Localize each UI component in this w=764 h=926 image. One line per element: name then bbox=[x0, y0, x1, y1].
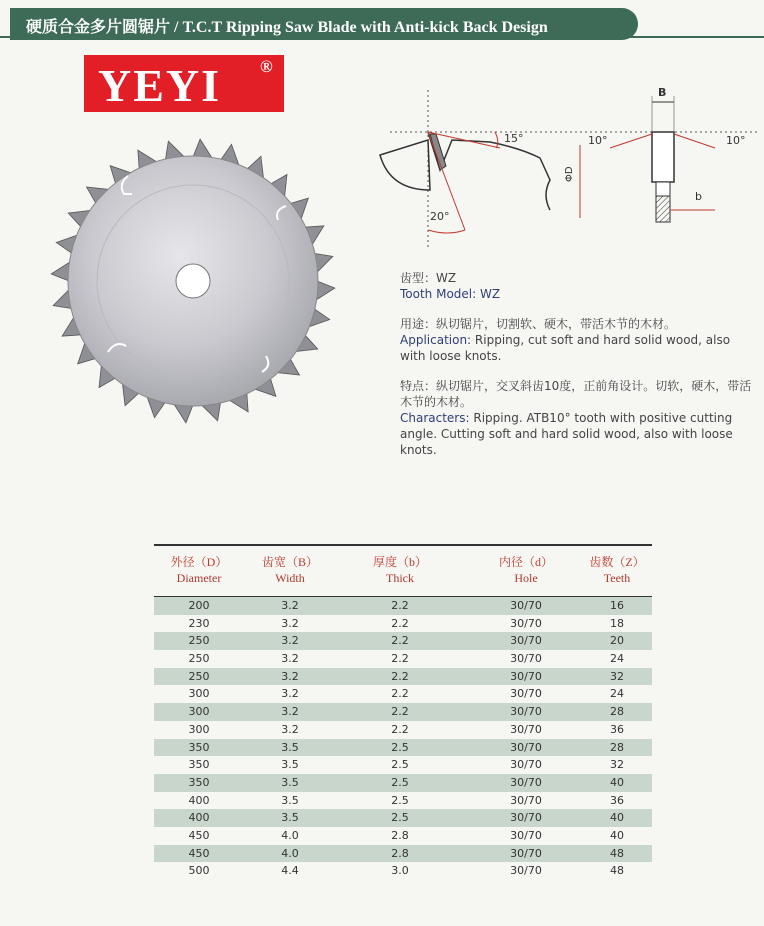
table-cell: 300 bbox=[188, 722, 210, 736]
table-row bbox=[154, 721, 652, 739]
table-cell: 2.8 bbox=[391, 828, 409, 842]
table-cell: 250 bbox=[188, 669, 210, 683]
table-cell: 40 bbox=[610, 828, 624, 842]
table-cell: 400 bbox=[188, 793, 210, 807]
table-cell: 30/70 bbox=[510, 669, 542, 683]
table-cell: 2.2 bbox=[391, 599, 409, 612]
table-cell: 2.5 bbox=[391, 740, 409, 754]
table-cell: 3.5 bbox=[281, 811, 299, 825]
logo-text: YEYI bbox=[98, 60, 222, 111]
saw-blade-image bbox=[48, 136, 338, 426]
table-cell: 16 bbox=[610, 599, 624, 612]
table-cell: 350 bbox=[188, 740, 210, 754]
table-cell: 3.2 bbox=[281, 705, 299, 719]
table-cell: 2.2 bbox=[391, 722, 409, 736]
tooth-geometry-diagram bbox=[370, 70, 760, 270]
table-cell: 30/70 bbox=[510, 864, 542, 878]
table-cell: 250 bbox=[188, 634, 210, 648]
table-cell: 30/70 bbox=[510, 793, 542, 807]
characters-label: Characters: bbox=[400, 411, 470, 425]
table-cell: 3.2 bbox=[281, 616, 299, 630]
thick-b-label: b bbox=[695, 190, 702, 203]
header-width: 齿宽（B） Width bbox=[261, 555, 318, 585]
table-cell: 3.2 bbox=[281, 652, 299, 666]
table-row bbox=[154, 597, 652, 615]
table-cell: 32 bbox=[610, 758, 624, 772]
table-cell: 2.2 bbox=[391, 705, 409, 719]
application-text: Ripping, cut soft and hard solid wood, also with loose knots. bbox=[400, 333, 731, 363]
application-cn: 用途：纵切锯片，切割软、硬木，带活木节的木材。 bbox=[400, 317, 677, 331]
table-cell: 3.2 bbox=[281, 669, 299, 683]
table-cell: 3.2 bbox=[281, 634, 299, 648]
table-cell: 30/70 bbox=[510, 846, 542, 860]
table-cell: 30/70 bbox=[510, 634, 542, 648]
table-cell: 32 bbox=[610, 669, 624, 683]
table-cell: 2.5 bbox=[391, 793, 409, 807]
table-cell: 300 bbox=[188, 705, 210, 719]
table-row bbox=[154, 739, 652, 757]
table-cell: 30/70 bbox=[510, 599, 542, 612]
table-cell: 350 bbox=[188, 775, 210, 789]
header-teeth: 齿数（Z） Teeth bbox=[589, 555, 645, 585]
spec-table bbox=[154, 544, 652, 880]
table-row bbox=[154, 792, 652, 810]
spec-table-header bbox=[154, 544, 652, 597]
width-b-label: B bbox=[658, 86, 667, 99]
table-row bbox=[154, 774, 652, 792]
table-row bbox=[154, 827, 652, 845]
table-cell: 2.2 bbox=[391, 669, 409, 683]
table-cell: 4.0 bbox=[281, 828, 299, 842]
table-row bbox=[154, 650, 652, 668]
characters-text: Ripping. ATB10° tooth with positive cutting angle. Cutting soft and hard solid wood, also with loose knots. bbox=[400, 411, 733, 457]
diameter-label: ΦD bbox=[564, 166, 575, 182]
table-cell: 20 bbox=[610, 634, 624, 648]
table-cell: 40 bbox=[610, 775, 624, 789]
application-label: Application: bbox=[400, 333, 472, 347]
table-row bbox=[154, 615, 652, 633]
table-cell: 3.5 bbox=[281, 740, 299, 754]
table-row bbox=[154, 862, 652, 880]
header-diameter: 外径（D） Diameter bbox=[170, 555, 228, 585]
table-cell: 450 bbox=[188, 828, 210, 842]
characters-en bbox=[400, 410, 752, 458]
table-cell: 2.2 bbox=[391, 687, 409, 701]
table-cell: 24 bbox=[610, 652, 624, 666]
table-row bbox=[154, 685, 652, 703]
header-hole: 内径（d） Hole bbox=[498, 555, 553, 585]
table-cell: 4.4 bbox=[281, 864, 299, 878]
product-description bbox=[400, 270, 752, 458]
table-cell: 3.5 bbox=[281, 758, 299, 772]
table-cell: 40 bbox=[610, 811, 624, 825]
tooth-model-cn: 齿型：WZ bbox=[400, 271, 457, 285]
table-cell: 36 bbox=[610, 793, 624, 807]
table-cell: 250 bbox=[188, 652, 210, 666]
table-cell: 30/70 bbox=[510, 828, 542, 842]
page-title: 硬质合金多片圆锯片 / T.C.T Ripping Saw Blade with Anti-kick Back Design bbox=[26, 19, 548, 36]
table-cell: 500 bbox=[188, 864, 210, 878]
table-cell: 30/70 bbox=[510, 811, 542, 825]
table-cell: 30/70 bbox=[510, 722, 542, 736]
table-cell: 30/70 bbox=[510, 687, 542, 701]
table-cell: 4.0 bbox=[281, 846, 299, 860]
table-row bbox=[154, 756, 652, 774]
rake-angle-label: 15° bbox=[504, 132, 524, 145]
table-cell: 30/70 bbox=[510, 705, 542, 719]
table-cell: 3.2 bbox=[281, 722, 299, 736]
table-cell: 3.0 bbox=[391, 864, 409, 878]
table-cell: 450 bbox=[188, 846, 210, 860]
table-cell: 2.5 bbox=[391, 811, 409, 825]
table-row bbox=[154, 632, 652, 650]
table-cell: 2.2 bbox=[391, 634, 409, 648]
table-cell: 30/70 bbox=[510, 758, 542, 772]
table-row bbox=[154, 703, 652, 721]
table-cell: 300 bbox=[188, 687, 210, 701]
table-cell: 28 bbox=[610, 705, 624, 719]
table-row bbox=[154, 668, 652, 686]
table-cell: 400 bbox=[188, 811, 210, 825]
header-banner bbox=[0, 8, 764, 42]
header-thick: 厚度（b） Thick bbox=[372, 555, 427, 585]
table-cell: 2.5 bbox=[391, 775, 409, 789]
table-cell: 28 bbox=[610, 740, 624, 754]
table-cell: 3.2 bbox=[281, 599, 299, 612]
table-cell: 48 bbox=[610, 846, 624, 860]
table-cell: 30/70 bbox=[510, 775, 542, 789]
clearance-angle-label: 20° bbox=[430, 210, 450, 223]
table-cell: 3.5 bbox=[281, 793, 299, 807]
tooth-model-en: Tooth Model: WZ bbox=[400, 287, 501, 301]
bevel-right-label: 10° bbox=[726, 134, 746, 147]
table-cell: 48 bbox=[610, 864, 624, 878]
bevel-left-label: 10° bbox=[588, 134, 608, 147]
characters-cn: 特点：纵切锯片，交叉斜齿10度，正前角设计。切软，硬木，带活木节的木材。 bbox=[400, 379, 752, 409]
table-cell: 2.5 bbox=[391, 758, 409, 772]
registered-mark: ® bbox=[260, 57, 275, 76]
table-cell: 3.2 bbox=[281, 687, 299, 701]
application-en bbox=[400, 332, 752, 364]
table-cell: 350 bbox=[188, 758, 210, 772]
table-cell: 18 bbox=[610, 616, 624, 630]
table-cell: 30/70 bbox=[510, 740, 542, 754]
spec-table-body bbox=[154, 597, 652, 880]
table-cell: 36 bbox=[610, 722, 624, 736]
table-cell: 30/70 bbox=[510, 616, 542, 630]
table-cell: 2.2 bbox=[391, 652, 409, 666]
table-cell: 3.5 bbox=[281, 775, 299, 789]
table-row bbox=[154, 845, 652, 863]
table-cell: 30/70 bbox=[510, 652, 542, 666]
brand-logo bbox=[84, 55, 284, 112]
table-cell: 230 bbox=[188, 616, 210, 630]
table-row bbox=[154, 809, 652, 827]
table-cell: 200 bbox=[188, 599, 210, 612]
table-cell: 2.2 bbox=[391, 616, 409, 630]
table-cell: 24 bbox=[610, 687, 624, 701]
table-cell: 2.8 bbox=[391, 846, 409, 860]
